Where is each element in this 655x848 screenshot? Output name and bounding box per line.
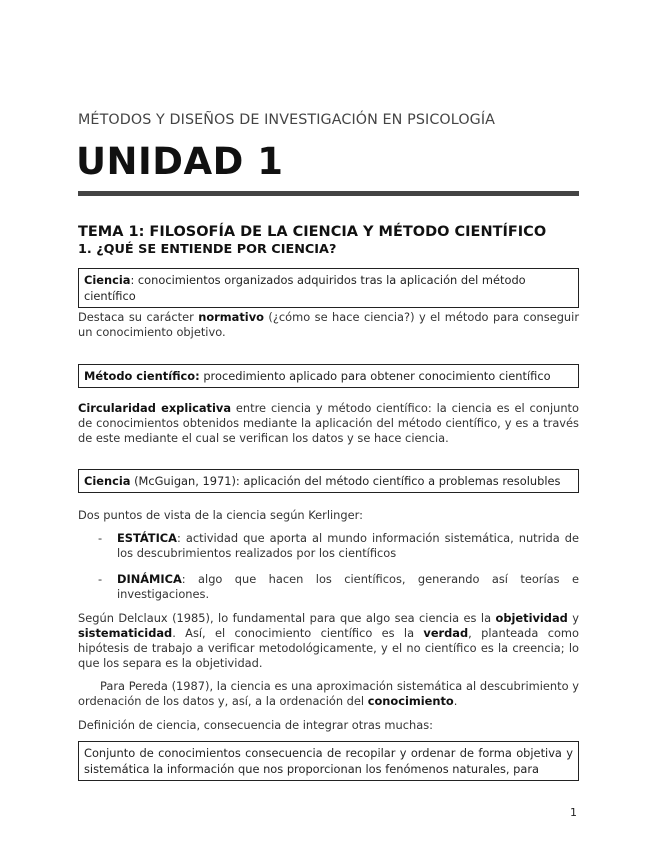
bullet-term: DINÁMICA [117, 572, 182, 586]
list-item-dinamica [98, 572, 579, 602]
definition-term: Ciencia [84, 474, 131, 488]
bold-term: verdad [423, 626, 469, 640]
section-title: 1. ¿QUÉ SE ENTIENDE POR CIENCIA? [78, 242, 337, 257]
definition-text: procedimiento aplicado para obtener conocimiento científico [199, 369, 551, 383]
bold-term: normativo [198, 310, 264, 324]
definition-term: Método científico: [84, 369, 200, 383]
bullet-dash: - [98, 531, 103, 545]
definition-text: Conjunto de conocimientos consecuencia de recopilar y ordenar de forma objetiva y sistemática la información que nos proporcionan los fenómenos naturales, para [84, 746, 573, 776]
bullet-text: : actividad que aporta al mundo información sistemática, nutrida de los descubrimientos realizados por los científicos [117, 531, 579, 560]
definition-box-mcguigan [78, 469, 579, 493]
paragraph-kerlinger: Dos puntos de vista de la ciencia según Kerlinger: [78, 508, 363, 522]
definition-text: : conocimientos organizados adquiridos tras la aplicación del método científico [84, 273, 526, 303]
unit-title: UNIDAD 1 [76, 140, 284, 183]
definition-box-ciencia [78, 268, 579, 308]
paragraph-definicion: Definición de ciencia, consecuencia de integrar otras muchas: [78, 718, 433, 732]
definition-term: Ciencia [84, 273, 131, 287]
paragraph-delclaux: Según Delclaux (1985), lo fundamental para que algo sea ciencia es la objetividad y sistematicidad. Así, el conocimiento científico es la verdad, planteada como hipótesis de trabajo a verificar metodológicamente, y el no científico es la creencia; lo que los separa es la objetividad. [78, 611, 579, 670]
title-rule [78, 191, 579, 196]
definition-box-metodo [78, 364, 579, 388]
page-number: 1 [570, 806, 577, 819]
list-item-estatica [98, 531, 579, 561]
bullet-term: ESTÁTICA [117, 531, 177, 545]
bold-term: sistematicidad [78, 626, 173, 640]
course-subtitle: MÉTODOS Y DISEÑOS DE INVESTIGACIÓN EN PSICOLOGÍA [78, 112, 496, 128]
bullet-text: : algo que hacen los científicos, generando así teorías e investigaciones. [117, 572, 579, 601]
paragraph-pereda: Para Pereda (1987), la ciencia es una aproximación sistemática al descubrimiento y ordenación de los datos y, así, a la ordenación del conocimiento. [78, 679, 579, 708]
topic-title: TEMA 1: FILOSOFÍA DE LA CIENCIA Y MÉTODO CIENTÍFICO [78, 224, 547, 240]
paragraph-circularidad: Circularidad explicativa entre ciencia y método científico: la ciencia es el conjunto de conocimientos obtenidos mediante la aplicación del método científico, y es a través de este mediante el cual se verifican los datos y se hace ciencia. [78, 401, 579, 445]
bullet-dash: - [98, 572, 103, 586]
bold-term: Circularidad explicativa [78, 401, 232, 415]
definition-box-ciencia-integrada [78, 741, 579, 781]
definition-text: (McGuigan, 1971): aplicación del método científico a problemas resolubles [130, 474, 561, 488]
paragraph-normativo: Destaca su carácter normativo (¿cómo se hace ciencia?) y el método para conseguir un conocimiento objetivo. [78, 310, 579, 339]
bold-term: objetividad [495, 611, 568, 625]
bold-term: conocimiento [367, 694, 454, 708]
